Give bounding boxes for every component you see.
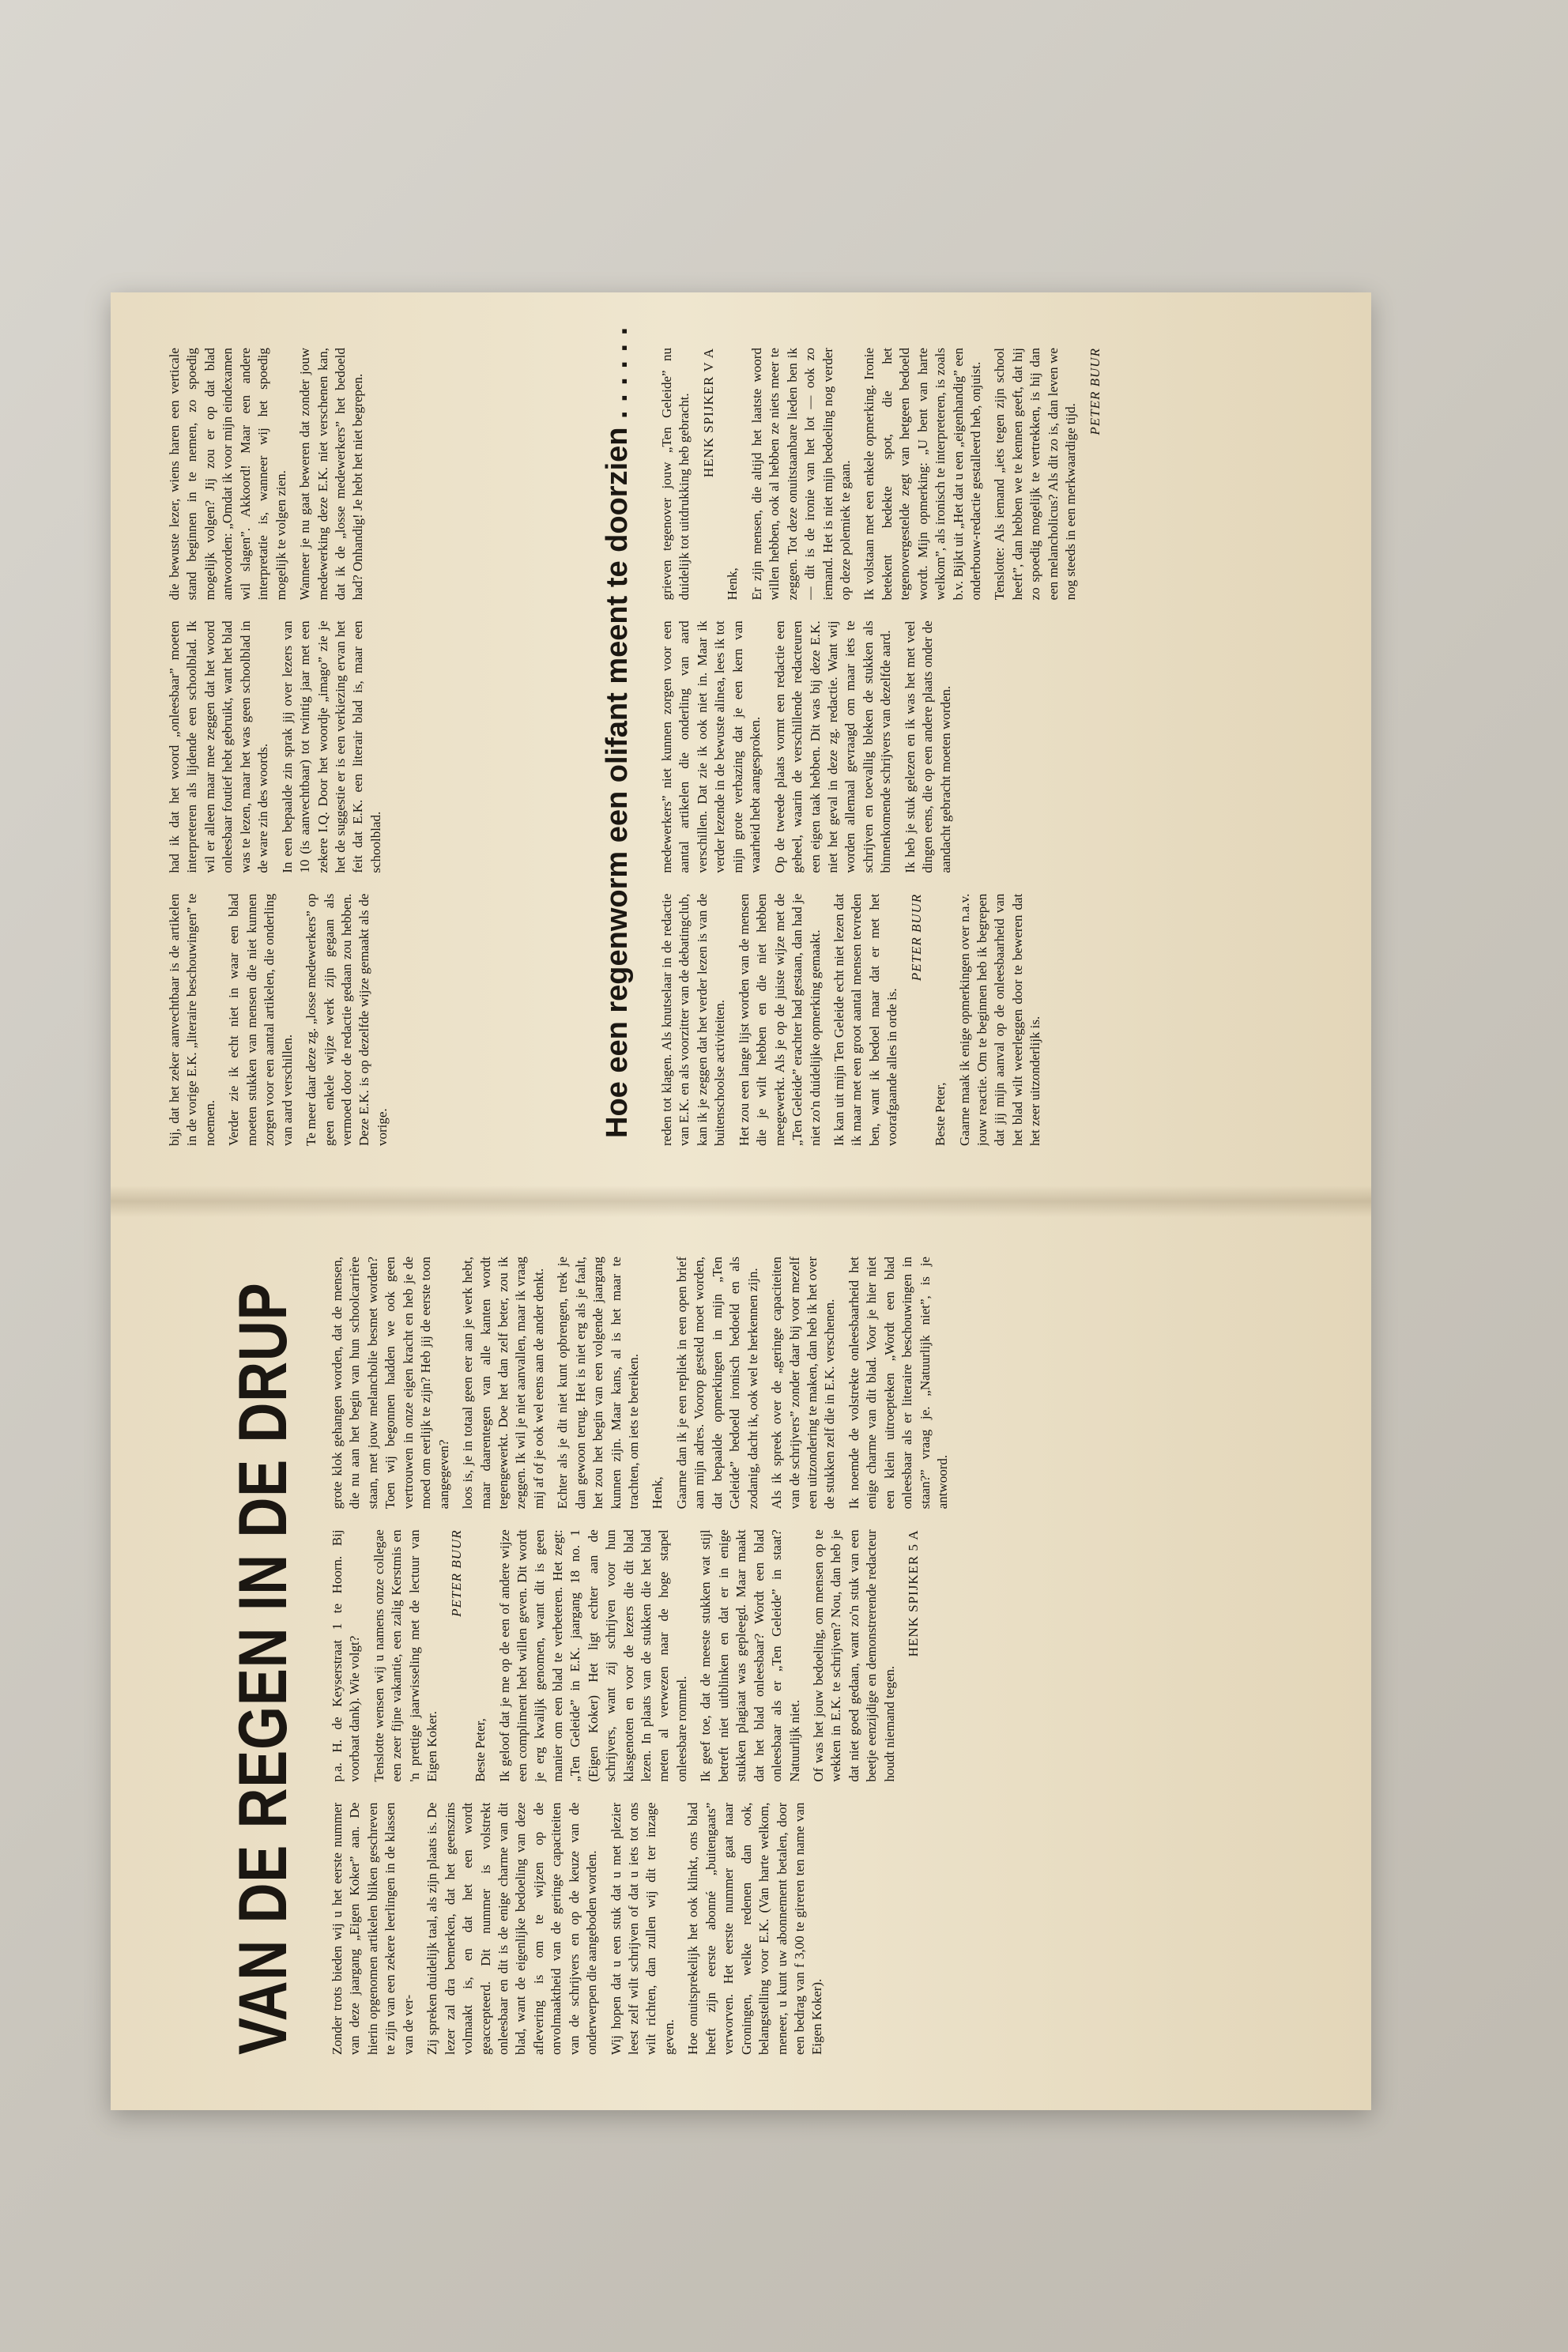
paragraph: grieven tegenover jouw „Ten Geleide” nu duidelijk tot uitdrukking heb gebracht. bbox=[659, 348, 692, 601]
paragraph: Als ik spreek over de „geringe capaciteiten van de schrijvers” zonder daar bij voor mezelf een uitzondering te maken, dan heb ik het over de stukken zelf die in E.K. verschenen. bbox=[769, 1257, 838, 1510]
right-bottom-columns bbox=[658, 348, 1133, 1146]
paragraph: reden tot klagen. Als knutselaar in de redactie van E.K. en als voorzitter van de debatingclub, kan ik je zeggen dat het verder lezen is van de buitenschoolse activiteiten. bbox=[659, 893, 728, 1146]
column-9 bbox=[658, 348, 1133, 600]
section-heading: Hoe een regenworm een olifant meent te doorzien . . . . . . bbox=[601, 326, 634, 1138]
signature: PETER BUUR bbox=[908, 893, 924, 982]
paragraph: grote klok gehangen worden, dat de mensen, die nu aan het begin van hun schoolcarrière staan, met jouw melancholie besmet worden? Toen wij begonnen hadden we ook geen vertrouwen in onze eigen kracht en heb je de moed om eerlijk te zijn? Heb jij de eerste toon aangegeven? bbox=[330, 1257, 451, 1510]
paragraph: Ik volstaan met een enkele opmerking. Ironie betekent bedekte spot, die het tegenovergestelde zegt van hetgeen bedoeld wordt. Mijn opmerking: „U bent van harte welkom”, als ironisch te interpreteren, is zoals b.v. Bijkt uit „Het dat u een „eigenhandig” een onderbouw-redactie gestalleerd heb, onjuist. bbox=[861, 348, 983, 601]
paragraph: Ik kan uit mijn Ten Geleide echt niet lezen dat ik maar met een groot aantal mensen tevreden ben, want ik bedoel maar dat er met het voorafgaande alles in orde is. bbox=[831, 893, 900, 1146]
paragraph: Zij spreken duidelijk taal, als zijn plaats is. De lezer zal dra bemerken, dat het geenszins volmaakt is, en dat het een wordt geaccepteerd. Dit nummer is volstrekt onleesbaar en dit is de enige charme van dit blad, want de eigenlijke bedoeling van deze aflevering is om te wijzen op de onvolmaaktheid van de geringe capaciteiten van de schrijvers en op de keuze van de onderwerpen die aangeboden worden. bbox=[424, 1802, 600, 2055]
column-7 bbox=[658, 894, 1133, 1146]
paragraph: Beste Peter, bbox=[933, 1082, 948, 1146]
paragraph: Ik noemde de volstrekte onleesbaarheid het enige charme van dit blad. Voor je hier niet een klein uitroepteken „Wordt een blad onleesbaar als er literaire beschouwingen in staan?” vraag je. „Natuurlijk niet”, is je antwoord. bbox=[846, 1257, 950, 1510]
paragraph: Gaarne dan ik je een repliek in een open brief aan mijn adres. Voorop gesteld moet worden, dat bepaalde opmerkingen in mijn „Ten Geleide” bedoeld ironisch bedoeld en als zodanig, dacht ik, ook wel te herkennen zijn. bbox=[673, 1257, 760, 1510]
paragraph: die bewuste lezer, wiens haren een verticale stand beginnen in te nemen, zo spoedig mogelijk volgen? Jij zou er op dat blad antwoorden: „Omdat ik voor mijn eindexamen wil slagen”. Akkoord! Maar een andere interpretatie is, wanneer wij het spoedig mogelijk te volgen zien. bbox=[167, 348, 288, 601]
paragraph: Tenslotte: Als iemand „iets tegen zijn school heeft”, dan hebben we te kennen geeft, dat hij zo spoedig mogelijk te vertrekken, is hij dan een melancholicus? Als dit zo is, dan leven we nog steeds in een merkwaardige tijd. bbox=[992, 348, 1079, 601]
column-3 bbox=[329, 1257, 1372, 1509]
column-4 bbox=[166, 894, 577, 1146]
signature: HENK SPIJKER V A bbox=[700, 348, 716, 478]
signature: PETER BUUR bbox=[448, 1529, 464, 1617]
paragraph: Het zou een lange lijst worden van de mensen die je wilt hebben en die niet hebben meegewerkt. Als je op de juiste wijze met de „Ten Geleide” erachter had gestaan, dan had je niet zo'n duidelijke opmerking gemaakt. bbox=[736, 893, 823, 1146]
right-page bbox=[111, 292, 1371, 1201]
paragraph: Wij hopen dat u een stuk dat u met plezier leest zelf wilt schrijven of dat u iets tot ons wilt richten, dan zullen wij dit ter inzage geven. bbox=[608, 1802, 677, 2055]
paragraph: Zonder trots bieden wij u het eerste nummer van deze jaargang „Eigen Koker” aan. De hierin opgenomen artikelen bliken geschreven te zijn van een zekere leerlingen in de klassen van de ver- bbox=[330, 1802, 416, 2055]
column-6 bbox=[166, 348, 577, 600]
paragraph: Verder zie ik echt niet in waar een blad moeten stukken van mensen die niet kunnen zorgen voor een aantal artikelen, die onderling van aard verschillen. bbox=[226, 893, 295, 1146]
paragraph: Echter als je dit niet kunt opbrengen, trek je dan gewoon terug. Het is niet erg als je faalt, het zou het begin van een volgende jaargang kunnen zijn. Maar kans, al is het maar te trachten, om iets te bereiken. bbox=[555, 1257, 641, 1510]
paragraph: p.a. H. de Keyserstraat 1 te Hoorn. Bij voorbaat dank). Wie volgt? bbox=[330, 1529, 363, 1782]
paragraph: Of was het jouw bedoeling, om mensen op te wekken in E.K. te schrijven? Nou, dan heb je dat niet goed gedaan, want zo'n stuk van een beetje eenzijdige en demonstrerende redacteur houdt niemand tegen. bbox=[810, 1529, 897, 1782]
right-top-columns bbox=[166, 348, 577, 1146]
signature: PETER BUUR bbox=[1087, 348, 1102, 435]
paragraph: Ik geloof dat je me op de een of andere wijze een compliment hebt willen geven. Dit wordt je erg kwalijk genomen, want dit is geen manier om een blad te verbeteren. Het zegt: „Ten Geleide” in E.K. jaargang 18 no. 1 (Eigen Koker) Het ligt echter aan de schrijvers, want zij schrijven voor hun klasgenoten en voor de lezers die dit blad lezen. In plaats van de stukken die het blad meten al verwezen naar de hoge stapel onleesbare rommel. bbox=[496, 1529, 689, 1782]
paragraph: In een bepaalde zin sprak jij over lezers van 10 (is aanvechtbaar) tot twintig jaar met een zekere I.Q. Door het woordje „imago” zie je het de suggestie er is een verkiezing ervan het feit dat E.K. een literair blad is, maar een schoolblad. bbox=[279, 620, 383, 873]
column-5 bbox=[166, 620, 577, 873]
paragraph: Beste Peter, bbox=[473, 1718, 488, 1782]
paragraph: Ik heb je stuk gelezen en ik was het met veel dingen eens, die op een andere plaats onder de aandacht gebracht moeten worden. bbox=[902, 620, 953, 873]
paragraph: Op de tweede plaats vormt een redactie een geheel, waarin de verschillende redacteuren een eigen taak hebben. Dit was bij deze E.K. niet het geval in deze zg. redactie. Want wij worden allemaal gevraagd om maar iets te schrijven en toevallig bleken de stukken als binnenkomende schrijvers van dezelfde aard. bbox=[771, 620, 894, 873]
paragraph: medewerkers” niet kunnen zorgen voor een aantal artikelen die onderling van aard verschillen. Dat zie ik ook niet in. Maar ik verder lezende in de bewuste alinea, lees ik tot mijn grote verbazing dat je een kern van waarheid hebt aangesproken. bbox=[659, 620, 763, 873]
paragraph: Henk, bbox=[725, 567, 741, 601]
paragraph: Wanneer je nu gaat beweren dat zonder jouw medewerking deze E.K. niet verschenen kan, dat ik de „losse medewerkers” het bedoeld had? Onhandig! Je hebt het niet begrepen. bbox=[297, 348, 366, 601]
paragraph: Er zijn mensen, die altijd het laatste woord willen hebben, ook al hebben ze niets meer te zeggen. Tot deze onuitstaanbare lieden ben ik — dit is de ironie van het lot — ook zo iemand. Het is niet mijn bedoeling nog verder op deze polemiek te gaan. bbox=[748, 348, 853, 601]
column-8 bbox=[658, 620, 1133, 873]
column-2 bbox=[329, 1529, 1372, 1781]
signature: HENK SPIJKER 5 A bbox=[906, 1529, 922, 1657]
paragraph: Te meer daar deze zg. „losse medewerkers” op geen enkele wijze werk zijn gegaan als vermoed door de redactie gedaan zou hebben. Deze E.K. is op dezelfde wijze gemaakt als de vorige. bbox=[303, 893, 390, 1146]
left-page bbox=[111, 1201, 1371, 2110]
paragraph: had ik dat het woord „onleesbaar” moeten interpreteren als lijdende een schoolblad. Ik wil er alleen maar mee zeggen dat het woord onleesbaar foutief hebt gebruikt, want het blad was te lezen, maar het was geen schoolblad in de ware zin des woords. bbox=[167, 620, 271, 873]
rotated-content bbox=[111, 292, 1371, 2110]
paragraph: loos is, je in totaal geen eer aan je werk hebt, maar daarentegen van alle kanten wordt tegengewerkt. Doe het dan zelf beter, zou ik zeggen. Ik wil je niet aanvallen, maar ik vraag mij af of je ook wel eens aan de ander denkt. bbox=[460, 1257, 546, 1510]
paragraph: Tenslotte wensen wij u namens onze collegae een zeer fijne vakantie, een zalig Kerstmis en 'n prettige jaarwisseling met de lectuur van Eigen Koker. bbox=[371, 1529, 440, 1782]
page-title: VAN DE REGEN IN DE DRUP bbox=[225, 1282, 301, 2055]
left-columns bbox=[329, 1257, 1372, 2055]
paragraph: Ik geef toe, dat de meeste stukken wat stijl betreft niet uitblinken en dat er in enige stukken plagiaat was gepleegd. Maar maakt dat het blad onleesbaar? Wordt een blad onleesbaar als er „Ten Geleide” in staat? Natuurlijk niet. bbox=[698, 1529, 802, 1782]
column-1 bbox=[329, 1803, 1372, 2055]
paragraph: Hoe onuitsprekelijk het ook klinkt, ons blad heeft zijn eerste abonné „buitengaats” verworven. Het eerste nummer gaat naar Groningen, welke redenen dan ook, belangstelling voor E.K. (Van harte welkom, meneer, u kunt uw abonnement betalen, door een bedrag van f 3,00 te gireren ten name van Eigen Koker). bbox=[685, 1802, 825, 2055]
paragraph: Henk, bbox=[650, 1476, 665, 1510]
paragraph: Gaarne maak ik enige opmerkingen over n.a.v. jouw reactie. Om te beginnen heb ik begrepen dat jij mijn aanval op de onleesbaarheid van het blad wilt weerleggen door te beweren dat het zeer uitzonderlijk is. bbox=[956, 893, 1043, 1146]
paragraph: bij, dat het zeker aanvechtbaar is de artikelen in de vorige E.K. „literaire beschouwingen” te noemen. bbox=[167, 893, 217, 1146]
